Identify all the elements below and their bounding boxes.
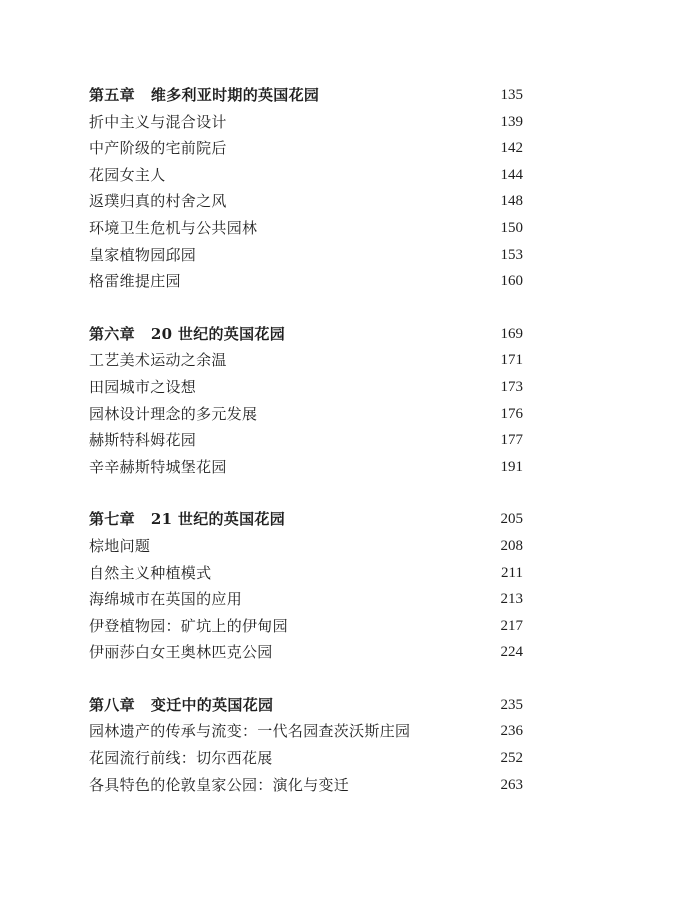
page-number: 263 [500,776,523,793]
entry-title: 折中主义与混合设计 [89,112,227,131]
page-number: 224 [500,644,523,661]
page-number: 160 [500,273,523,290]
chapter-number: 第五章 [89,86,135,104]
toc-entry[interactable] [89,427,523,454]
entry-title: 格雷维提庄园 [89,272,181,291]
toc-entry[interactable] [89,135,523,162]
toc-entry[interactable] [89,639,523,666]
toc-entry[interactable] [89,268,523,295]
chapter-heading[interactable] [89,82,523,109]
page-number: 173 [500,378,523,395]
page-number: 171 [500,352,523,369]
toc-entry[interactable] [89,215,523,242]
entry-title: 园林遗产的传承与流变：一代名园查茨沃斯庄园 [89,722,411,741]
entry-title: 赫斯特科姆花园 [89,431,197,450]
chapter-title: 维多利亚时期的英国花园 [150,86,320,104]
entry-title: 伊丽莎白女王奥林匹克公园 [89,643,273,662]
page-number: 135 [500,87,523,103]
page-number: 153 [500,246,523,263]
entry-title: 棕地问题 [89,536,151,555]
entry-title: 皇家植物园邱园 [89,245,197,264]
entry-title: 园林设计理念的多元发展 [89,404,258,423]
chapter-title: 变迁中的英国花园 [150,695,274,714]
toc-entry[interactable] [89,560,523,587]
page-number: 169 [500,325,523,342]
chapter-number: 第八章 [89,695,135,714]
entry-title: 辛辛赫斯特城堡花园 [89,457,227,476]
page-number: 217 [500,617,523,634]
entry-title: 田园城市之设想 [89,377,197,396]
page-number: 208 [500,537,523,554]
chapter-6 [89,321,523,481]
toc-entry[interactable] [89,586,523,613]
entry-title: 自然主义种植模式 [89,563,212,582]
page-number: 176 [500,405,523,422]
page-number: 205 [500,511,523,528]
entry-title: 环境卫生危机与公共园林 [89,218,258,237]
entry-title: 伊登植物园：矿坑上的伊甸园 [89,616,288,635]
chapter-heading[interactable] [89,692,523,719]
entry-title: 海绵城市在英国的应用 [89,590,243,609]
chapter-heading[interactable] [89,321,523,348]
chapter-number: 第六章 [89,324,135,343]
chapter-7 [89,506,523,666]
toc-entry[interactable] [89,718,523,745]
chapter-title: 20 世纪的英国花园 [150,324,286,343]
toc-entry[interactable] [89,162,523,189]
page-number: 150 [500,219,523,236]
toc-entry[interactable] [89,401,523,428]
page-number: 211 [501,564,523,581]
toc-entry[interactable] [89,454,523,481]
entry-title: 各具特色的伦敦皇家公园：演化与变迁 [89,775,350,794]
entry-title: 返璞归真的村舍之风 [89,192,227,211]
toc-entry[interactable] [89,613,523,640]
page-number: 144 [500,166,523,183]
page-number: 252 [500,750,523,767]
entry-title: 花园流行前线：切尔西花展 [89,749,273,768]
chapter-title: 21 世纪的英国花园 [150,510,286,529]
toc-entry[interactable] [89,188,523,215]
chapter-8 [89,692,523,798]
page-number: 139 [500,113,523,130]
toc-entry[interactable] [89,772,523,799]
page-number: 236 [500,723,523,740]
chapter-heading[interactable] [89,506,523,533]
toc-entry[interactable] [89,374,523,401]
chapter-5 [89,82,523,295]
page-number: 142 [500,140,523,157]
toc-entry[interactable] [89,347,523,374]
toc-entry[interactable] [89,745,523,772]
entry-title: 工艺美术运动之余温 [89,351,227,370]
toc-entry[interactable] [89,533,523,560]
toc-entry[interactable] [89,242,523,269]
page-number: 177 [500,432,523,449]
chapter-number: 第七章 [89,510,135,529]
page-number: 213 [500,591,523,608]
page-number: 191 [500,458,523,475]
page-number: 235 [500,696,523,713]
entry-title: 中产阶级的宅前院后 [89,139,227,158]
toc-entry[interactable] [89,109,523,136]
entry-title: 花园女主人 [89,165,166,184]
table-of-contents [89,82,523,824]
page-number: 148 [500,193,523,210]
